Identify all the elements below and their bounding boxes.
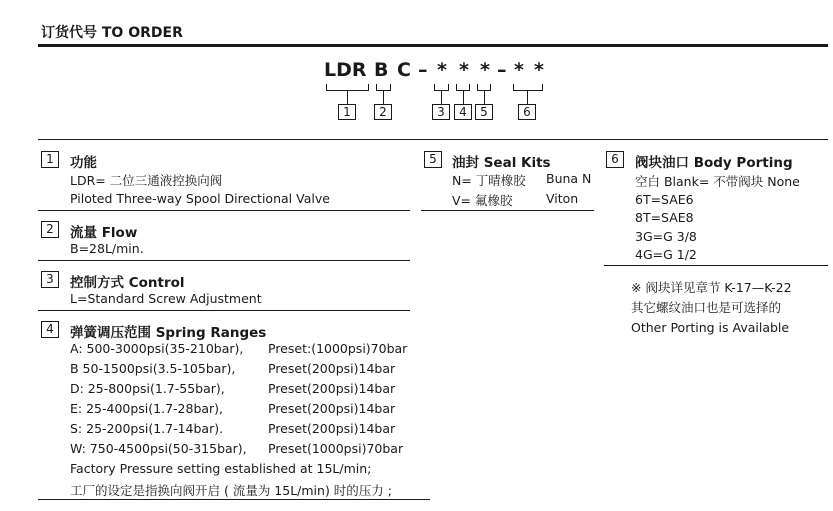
rule-porting: [604, 265, 828, 266]
spring-preset-a: Preset:(1000psi)70bar: [268, 341, 408, 356]
spring-preset-e: Preset(200psi)14bar: [268, 401, 396, 416]
spring-preset-s: Preset(200psi)14bar: [268, 421, 396, 436]
seal-code-n: N= 丁晴橡胶: [452, 173, 526, 188]
code-part-b: B: [374, 59, 389, 81]
rule-spring: [38, 499, 430, 500]
section-title-porting: 阀块油口 Body Porting: [635, 155, 793, 171]
code-box-1: 1: [338, 104, 356, 120]
porting-note-2: 其它螺纹油口也是可选择的: [631, 300, 782, 315]
bracket-stem-5: [484, 90, 485, 104]
seal-name-n: Buna N: [546, 171, 592, 186]
porting-blank: 空白 Blank= 不带阀块 None: [635, 174, 800, 189]
spring-note-en: Factory Pressure setting established at 15L/min;: [70, 461, 372, 476]
code-star-6a: *: [514, 59, 524, 81]
section-title-function: 功能: [70, 155, 97, 171]
section-num-1: 1: [41, 151, 59, 168]
section-num-4: 4: [41, 321, 59, 338]
porting-note-1: ※ 阀块详见章节 K-17—K-22: [631, 280, 792, 295]
section-title-control: 控制方式 Control: [70, 275, 185, 291]
bracket-stem-6: [527, 90, 528, 104]
seal-name-v: Viton: [546, 191, 579, 206]
bracket-stem-2: [383, 90, 384, 104]
porting-8t: 8T=SAE8: [635, 210, 694, 225]
function-description: Piloted Three-way Spool Directional Valve: [70, 191, 330, 206]
spring-range-b: B 50-1500psi(3.5-105bar),: [70, 361, 236, 376]
spring-note-cn: 工厂的设定是指换向阀开启 ( 流量为 15L/min) 时的压力 ;: [70, 483, 392, 498]
spring-preset-w: Preset(1000psi)70bar: [268, 441, 404, 456]
code-box-2: 2: [374, 104, 392, 120]
spring-preset-b: Preset(200psi)14bar: [268, 361, 396, 376]
spring-range-w: W: 750-4500psi(50-315bar),: [70, 441, 247, 456]
seal-code-v: V= 氟橡胶: [452, 193, 513, 208]
columns-top-rule: [38, 139, 828, 140]
section-num-5: 5: [424, 151, 442, 168]
spring-range-s: S: 25-200psi(1.7-14bar).: [70, 421, 224, 436]
code-star-4: *: [459, 59, 469, 81]
code-box-3: 3: [432, 104, 450, 120]
spring-range-a: A: 500-3000psi(35-210bar),: [70, 341, 244, 356]
spring-title-text: 弹簧调压范围 Spring Ranges: [70, 325, 267, 341]
bracket-stem-1: [347, 90, 348, 104]
code-box-5: 5: [475, 104, 493, 120]
bracket-line-6: [513, 90, 543, 91]
code-star-6b: *: [534, 59, 544, 81]
section-num-6: 6: [606, 151, 624, 168]
porting-note-3: Other Porting is Available: [631, 320, 790, 335]
code-box-6: 6: [518, 104, 536, 120]
code-part-ldr: LDR: [324, 59, 367, 81]
spring-range-d: D: 25-800psi(1.7-55bar),: [70, 381, 225, 396]
code-box-4: 4: [454, 104, 472, 120]
code-star-5: *: [480, 59, 490, 81]
code-dash-2: –: [497, 59, 507, 81]
page-title: 订货代号 TO ORDER: [41, 25, 183, 41]
section-title-flow: 流量 Flow: [70, 225, 138, 241]
header-rule: [38, 44, 828, 47]
flow-value: B=28L/min.: [70, 241, 144, 256]
section-num-3: 3: [41, 271, 59, 288]
bracket-stem-3: [441, 90, 442, 104]
porting-4g: 4G=G 1/2: [635, 247, 697, 262]
porting-3g: 3G=G 3/8: [635, 229, 697, 244]
code-part-c: C: [397, 59, 411, 81]
section-title-seals: 油封 Seal Kits: [452, 155, 551, 171]
code-dash-1: –: [418, 59, 428, 81]
function-ldr: LDR= 二位三通液控换向阀: [70, 173, 223, 188]
section-num-2: 2: [41, 221, 59, 238]
rule-control: [38, 310, 410, 311]
spring-preset-d: Preset(200psi)14bar: [268, 381, 396, 396]
bracket-stem-4: [463, 90, 464, 104]
rule-flow: [38, 260, 410, 261]
spring-range-e: E: 25-400psi(1.7-28bar),: [70, 401, 224, 416]
rule-function: [38, 210, 410, 211]
porting-6t: 6T=SAE6: [635, 192, 694, 207]
code-star-3: *: [437, 59, 447, 81]
rule-seals: [421, 210, 594, 211]
section-title-spring: [70, 321, 266, 341]
control-value: L=Standard Screw Adjustment: [70, 291, 262, 306]
